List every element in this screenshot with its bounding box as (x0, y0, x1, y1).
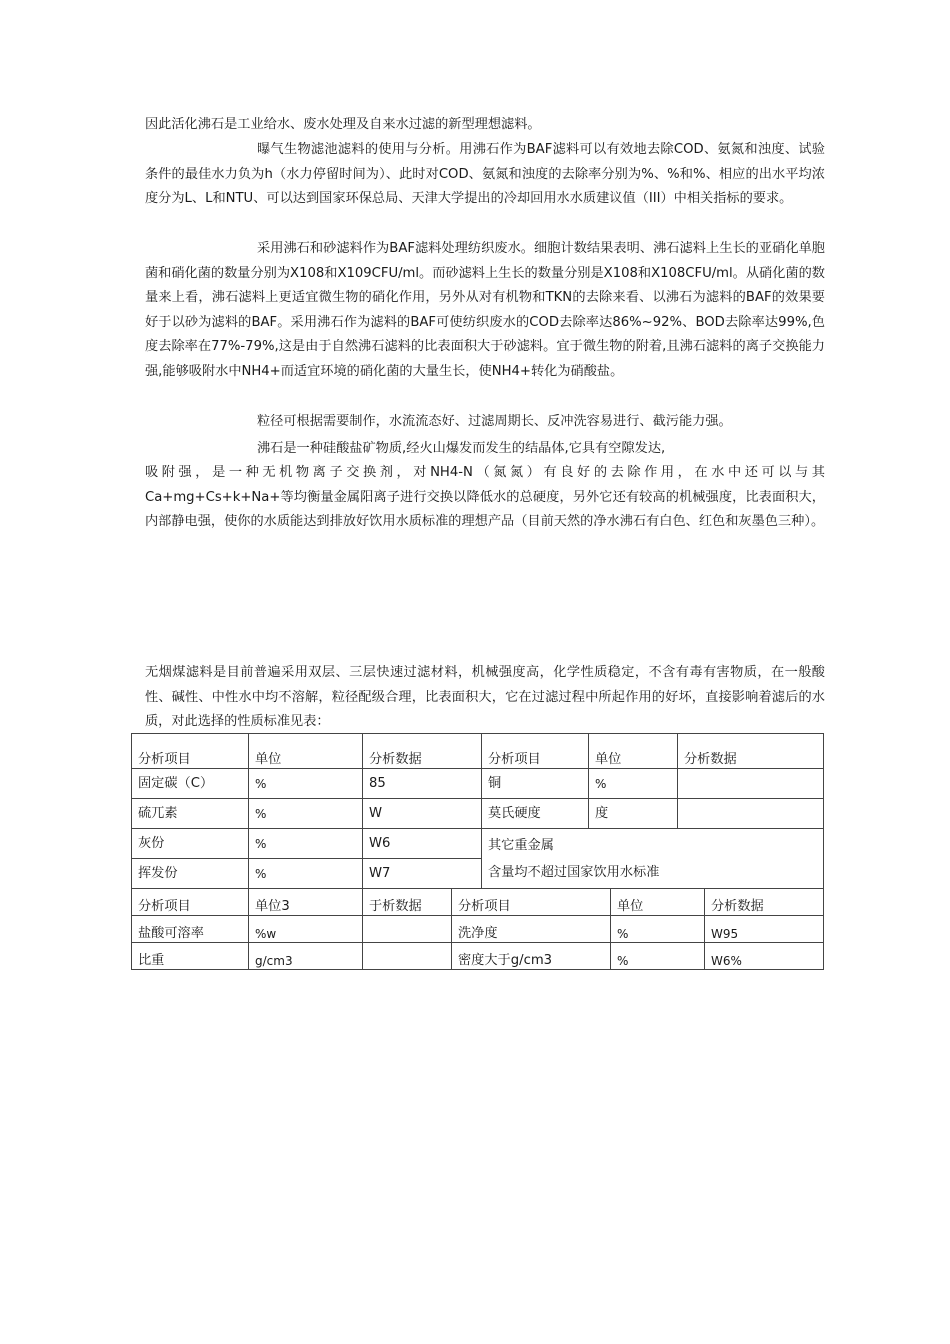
header-cell: 单位 (589, 734, 678, 769)
table-cell: 盐酸可溶率 (132, 916, 249, 943)
header-cell: 单位3 (249, 889, 363, 916)
table-cell: 比重 (132, 943, 249, 970)
table-row (132, 799, 824, 829)
table-cell: 密度大于g/cm3 (452, 943, 611, 970)
paragraph-anthracite: 无烟煤滤料是目前普遍采用双层、三层快速过滤材料，机械强度高，化学性质稳定，不含有毒有害物质，在一般酸性、碱性、中性水中均不溶解，粒径配级合理，比表面积大，它在过滤过程中所起作用的好坏，直接影响着滤后的水质，对此选择的性质标准见表： (145, 665, 825, 729)
table-row (132, 916, 824, 943)
table-row (132, 829, 824, 859)
table-cell: % (249, 769, 363, 799)
table-cell (363, 943, 452, 970)
table-cell: W6 (363, 829, 482, 859)
header-cell: 分析数据 (363, 734, 482, 769)
table-cell: W7 (363, 859, 482, 889)
table-cell: 挥发份 (132, 859, 249, 889)
table-header-row (132, 889, 824, 916)
table-cell: % (249, 799, 363, 829)
table-cell: W (363, 799, 482, 829)
table-header-row (132, 734, 824, 769)
header-cell: 分析数据 (705, 889, 824, 916)
table-cell: %w (249, 916, 363, 943)
table-cell: g/cm3 (249, 943, 363, 970)
paragraph-particle-size: 粒径可根据需要制作，水流流态好、过滤周期长、反冲洗容易进行、截污能力强。 (257, 414, 732, 429)
heavy-metals-line1: 其它重金属 (488, 837, 554, 853)
table-cell: 固定碳（C） (132, 769, 249, 799)
table-cell: % (611, 943, 705, 970)
table-cell: 85 (363, 769, 482, 799)
header-cell: 分析项目 (452, 889, 611, 916)
table-cell: % (249, 829, 363, 859)
paragraph-zeolite-intro: 沸石是一种硅酸盐矿物质,经火山爆发而发生的结晶体,它具有空隙发达, (257, 441, 666, 456)
paragraph-zeolite-properties: 吸附强，是一种无机物离子交换剂，对NH4-N（氮氮）有良好的去除作用，在水中还可以与其Ca+mg+Cs+k+Na+等均衡量金属阳离子进行交换以降低水的总硬度，另外它还有较高的机械强度，比表面积大，内部静电强，使你的水质能达到排放好饮用水质标准的理想产品（目前天然的净水沸石有白色、红色和灰墨色三种）。 (145, 465, 825, 529)
header-cell: 分析项目 (482, 734, 589, 769)
table-cell: 度 (589, 799, 678, 829)
table-cell: W6% (705, 943, 824, 970)
table-cell: W95 (705, 916, 824, 943)
table-cell: 莫氏硬度 (482, 799, 589, 829)
table-cell: % (589, 769, 678, 799)
table-cell: % (249, 859, 363, 889)
paragraph-activated-zeolite: 因此活化沸石是工业给水、废水处理及自来水过滤的新型理想滤料。 (145, 117, 541, 132)
header-cell: 分析项目 (132, 734, 249, 769)
table-cell (678, 799, 824, 829)
paragraph-textile-wastewater: 采用沸石和砂滤料作为BAF滤料处理纺织废水。细胞计数结果表明、沸石滤料上生长的亚硝化单胞菌和硝化菌的数量分别为X108和X109CFU/ml。而砂滤料上生长的数量分别是X108和X108CFU/ml。从硝化菌的数量来上看，沸石滤料上更适宜微生物的硝化作用，另外从对有机物和TKN的去除来看、以沸石为滤料的BAF的效果要好于以砂为滤料的BAF。采用沸石作为滤料的BAF可使纺织废水的COD去除率达86%~92%、BOD去除率达99%,色度去除率在77%-79%,这是由于自然沸石滤料的比表面积大于砂滤料。宜于微生物的附着,且沸石滤料的离子交换能力强,能够吸附水中NH4+而适宜环境的硝化菌的大量生长，使NH4+转化为硝酸盐。 (145, 241, 825, 379)
table-cell (363, 916, 452, 943)
header-cell: 单位 (249, 734, 363, 769)
table-cell: 洗净度 (452, 916, 611, 943)
table-cell: 灰份 (132, 829, 249, 859)
table-cell: 硫兀素 (132, 799, 249, 829)
header-cell: 单位 (611, 889, 705, 916)
header-cell: 分析项目 (132, 889, 249, 916)
table-row (132, 769, 824, 799)
table-row (132, 943, 824, 970)
heavy-metals-line2: 含量均不超过国家饮用水标准 (488, 864, 660, 880)
paragraph-baf-analysis: 曝气生物滤池滤料的使用与分析。用沸石作为BAF滤料可以有效地去除COD、氨氮和浊度、试验条件的最佳水力负为h（水力停留时间为）、此时对COD、氨氮和浊度的去除率分别为%、%和%、相应的出水平均浓度分为L、L和NTU、可以达到国家环保总局、天津大学提出的冷却回用水水质建议值（III）中相关指标的要求。 (145, 142, 825, 206)
table-cell: % (611, 916, 705, 943)
header-cell: 分析数据 (678, 734, 824, 769)
header-cell: 于析数据 (363, 889, 452, 916)
table-cell (678, 769, 824, 799)
heavy-metals-note (482, 829, 824, 889)
properties-table-1 (131, 733, 824, 889)
table-cell: 铜 (482, 769, 589, 799)
properties-table-2 (131, 888, 824, 970)
